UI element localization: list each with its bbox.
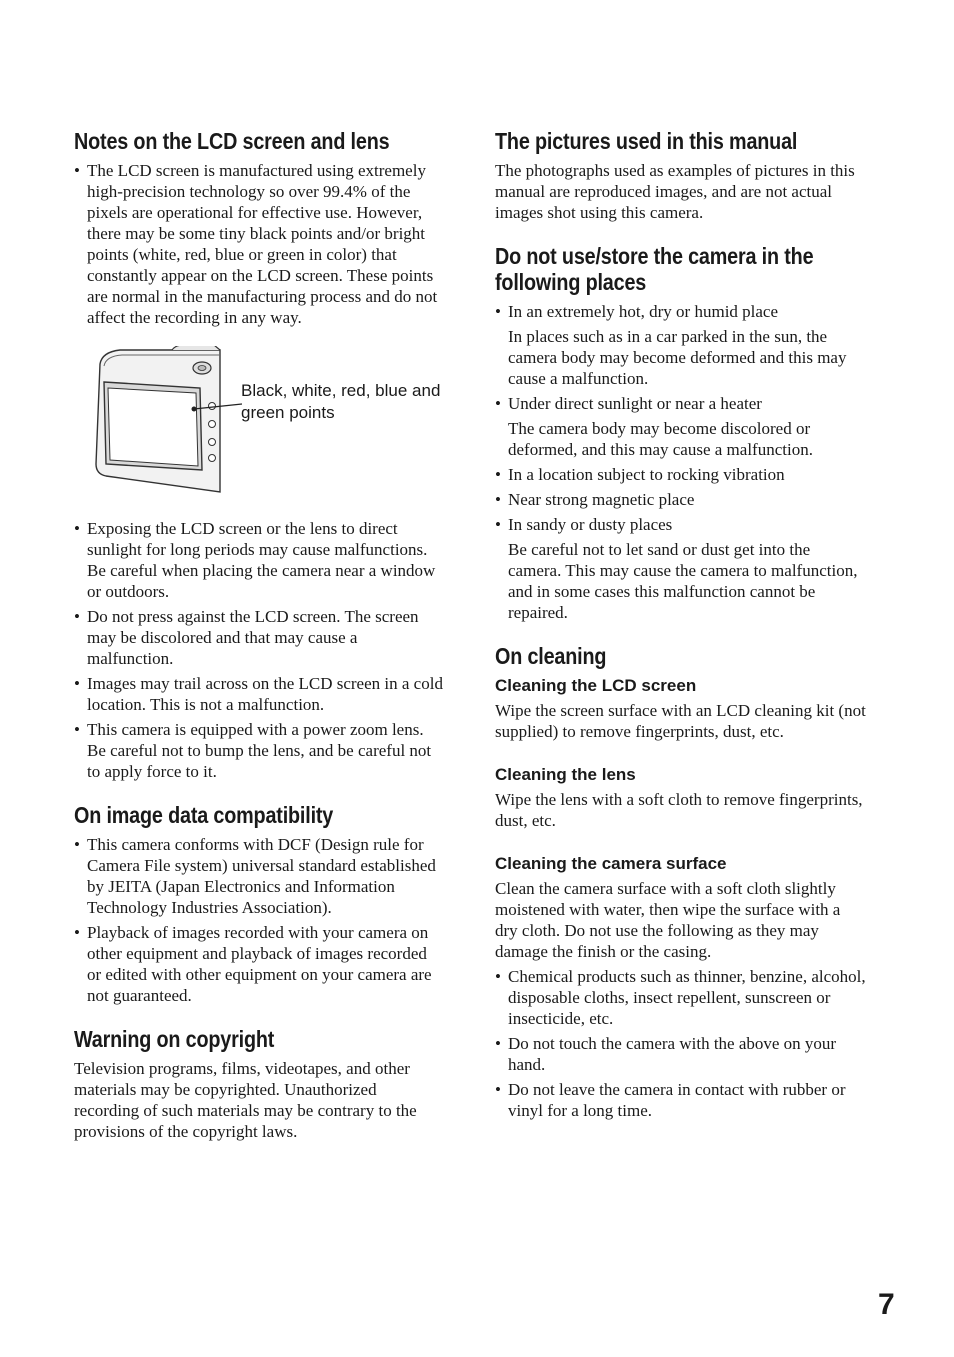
compatibility-heading: On image data compatibility [74,802,334,828]
places-sub-text: The camera body may become discolored or deformed, and this may cause a malfunction. [508,419,813,459]
lcd-cleaning-text: Wipe the screen surface with an LCD cleaning kit (not supplied) to remove fingerprints, dust, etc. [495,701,866,741]
pictures-text: The photographs used as examples of pictures in this manual are reproduced images, and are not actual images shot using this camera. [495,161,855,222]
pictures-heading: The pictures used in this manual [495,128,798,154]
lcd-notes-list-2 [74,518,444,782]
list-item: • This camera is equipped with a power zoom lens. Be careful not to bump the lens, and be careful not to apply force to it. [74,719,444,782]
compatibility-section [74,802,444,1006]
list-item: • Do not leave the camera in contact with rubber or vinyl for a long time. [495,1079,867,1121]
surface-cleaning-text: Clean the camera surface with a soft cloth slightly moistened with water, then wipe the surface with a dry cloth. Do not use the following as they may damage the finish or the casing. [495,879,841,961]
page-number: 7 [878,1288,895,1321]
lcd-notes-heading: Notes on the LCD screen and lens [74,128,390,154]
places-list-2 [495,393,867,414]
cleaning-section [495,643,867,1121]
copyright-text: Television programs, films, videotapes, and other materials may be copyrighted. Unauthorized recording of such materials may be contrary to the provisions of the copyright laws. [74,1059,417,1141]
list-item: • Do not touch the camera with the above on your hand. [495,1033,867,1075]
lcd-notes-section [74,128,444,782]
copyright-section [74,1026,444,1142]
places-section [495,243,867,623]
right-column [495,128,867,1141]
surface-cleaning-heading: Cleaning the camera surface [495,854,727,873]
lens-cleaning-heading: Cleaning the lens [495,765,636,784]
places-list [495,301,867,322]
list-item: • In an extremely hot, dry or humid place [495,301,867,322]
list-item: • Images may trail across on the LCD screen in a cold location. This is not a malfunction. [74,673,444,715]
list-item: • In sandy or dusty places [495,514,867,535]
lens-cleaning-text: Wipe the lens with a soft cloth to remove fingerprints, dust, etc. [495,790,863,830]
list-item: • In a location subject to rocking vibration [495,464,867,485]
lcd-figure [74,346,444,506]
surface-cleaning-list [495,966,867,1121]
camera-lcd-illustration [92,346,242,496]
copyright-heading: Warning on copyright [74,1026,275,1052]
lcd-notes-list-1 [74,160,444,328]
pictures-section [495,128,867,223]
cleaning-heading: On cleaning [495,643,607,669]
list-item: • The LCD screen is manufactured using extremely high-precision technology so over 99.4% of the pixels are operational for effective use. However, there may be some tiny black points and/or bright points (white, red, blue or green in color) that constantly appear on the LCD screen. These points are normal in the manufacturing process and do not affect the recording in any way. [74,160,444,328]
list-item: • Playback of images recorded with your camera on other equipment and playback of images recorded or edited with other equipment on your camera are not guaranteed. [74,922,444,1006]
left-column [74,128,444,1162]
places-list-3 [495,464,867,535]
list-item: • Exposing the LCD screen or the lens to direct sunlight for long periods may cause malfunctions. Be careful when placing the camera near a window or outdoors. [74,518,444,602]
figure-label: Black, white, red, blue and green points [241,381,441,422]
list-item: • Do not press against the LCD screen. The screen may be discolored and that may cause a malfunction. [74,606,444,669]
list-item: • This camera conforms with DCF (Design rule for Camera File system) universal standard established by JEITA (Japan Electronics and Information Technology Industries Association). [74,834,444,918]
list-item: • Chemical products such as thinner, benzine, alcohol, disposable cloths, insect repellent, sunscreen or insecticide, etc. [495,966,867,1029]
places-sub-text: In places such as in a car parked in the sun, the camera body may become deformed and this may cause a malfunction. [508,327,847,388]
places-heading: Do not use/store the camera in the following places [495,243,814,295]
lcd-cleaning-heading: Cleaning the LCD screen [495,676,697,695]
list-item: • Near strong magnetic place [495,489,867,510]
compatibility-list [74,834,444,1006]
list-item: • Under direct sunlight or near a heater [495,393,867,414]
places-sub-text: Be careful not to let sand or dust get into the camera. This may cause the camera to malfunction, and in some cases this malfunction cannot be repaired. [508,540,858,622]
